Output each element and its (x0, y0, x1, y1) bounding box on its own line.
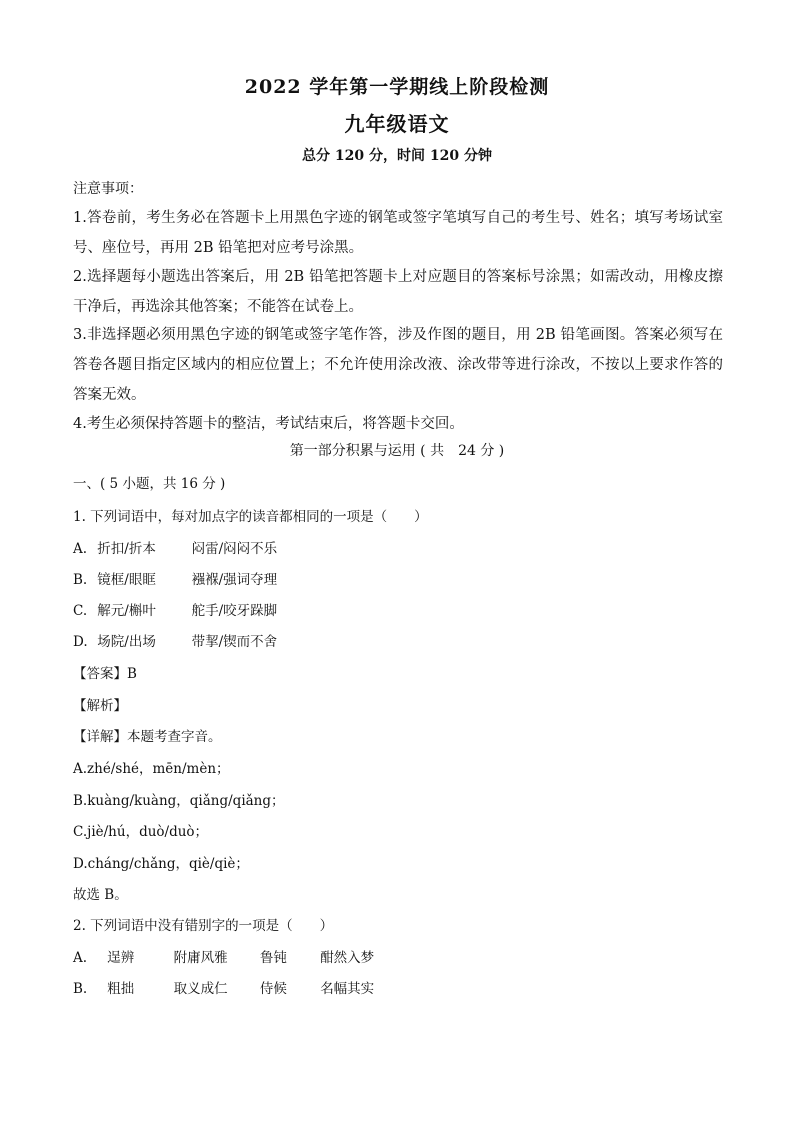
question-1-stem: 1. 下列词语中，每对加点字的读音都相同的一项是（ ） (73, 509, 428, 525)
note-item-1: 1.答卷前，考生务必在答题卡上用黑色字迹的钢笔或签字笔填写自己的考生号、姓名；填写考场试室号、座位号，再用 2B 铅笔把对应考号涂黑。 (73, 210, 723, 256)
q1-pinyin-b: B.kuàng/kuàng，qiǎng/qiǎng； (73, 793, 285, 809)
option-word: 鲁钝 (259, 950, 287, 966)
option-word: 折扣/折本 (97, 541, 156, 557)
option-word: 带挈/锲而不舍 (191, 634, 278, 650)
note-item-4: 4.考生必须保持答题卡的整洁，考试结束后，将答题卡交回。 (73, 416, 464, 432)
q1-option-d (73, 630, 277, 650)
option-word: 侍候 (259, 981, 287, 997)
q1-answer: 【答案】B (73, 666, 137, 682)
part-heading: 一、( 5 小题，共 16 分 ) (73, 476, 226, 492)
option-label: D. (73, 634, 88, 650)
option-word: 酣然入梦 (320, 950, 375, 966)
q1-conclusion: 故选 B。 (73, 887, 128, 903)
exam-title: 2022 学年第一学期线上阶段检测 (244, 76, 550, 98)
note-item-2: 2.选择题每小题选出答案后，用 2B 铅笔把答题卡上对应题目的答案标号涂黑；如需改动，用橡皮擦干净后，再选涂其他答案；不能答在试卷上。 (73, 269, 723, 315)
option-word: 名幅其实 (320, 981, 375, 997)
exam-subject: 九年级语文 (344, 112, 450, 136)
q1-option-c (73, 599, 277, 619)
q1-option-a (73, 537, 277, 557)
option-word: 闷雷/闷闷不乐 (191, 541, 278, 557)
option-word: 取义成仁 (173, 981, 228, 997)
option-word: 解元/槲叶 (97, 603, 156, 619)
option-word: 镜框/眼眶 (97, 572, 156, 588)
notes-heading: 注意事项： (73, 181, 143, 197)
section-title: 第一部分积累与运用 ( 共 24 分 ) (289, 443, 505, 459)
option-word: 舵手/咬牙跺脚 (191, 603, 278, 619)
q1-pinyin-c: C.jiè/hú，duò/duò； (73, 824, 209, 840)
option-word: 场院/出场 (97, 634, 156, 650)
option-label: A. (73, 541, 88, 557)
note-item-3: 3.非选择题必须用黑色字迹的钢笔或签字笔作答，涉及作图的题目，用 2B 铅笔画图。答案必须写在答卷各题目指定区域内的相应位置上；不允许使用涂改液、涂改带等进行涂改，不按以上要求作答的答案无效。 (73, 327, 723, 403)
option-label: C. (73, 603, 88, 619)
q1-analysis: 【解析】 (73, 698, 127, 714)
exam-meta: 总分 120 分，时间 120 分钟 (302, 148, 492, 164)
q1-option-b (73, 568, 277, 588)
option-label: B. (73, 981, 88, 997)
option-label: B. (73, 572, 88, 588)
option-label: A. (73, 950, 88, 966)
question-2-stem: 2. 下列词语中没有错别字的一项是（ ） (73, 918, 334, 934)
q1-pinyin-d: D.cháng/chǎng，qiè/qiè； (73, 856, 249, 872)
q2-option-a (73, 946, 374, 966)
q1-pinyin-a: A.zhé/shé，mēn/mèn； (73, 761, 230, 777)
q2-option-b (73, 977, 374, 997)
q1-detail: 【详解】本题考查字音。 (73, 729, 222, 745)
option-word: 粗拙 (107, 981, 135, 997)
option-word: 逞辨 (107, 950, 135, 966)
option-word: 襁褓/强词夺理 (191, 572, 278, 588)
option-word: 附庸风雅 (173, 950, 228, 966)
